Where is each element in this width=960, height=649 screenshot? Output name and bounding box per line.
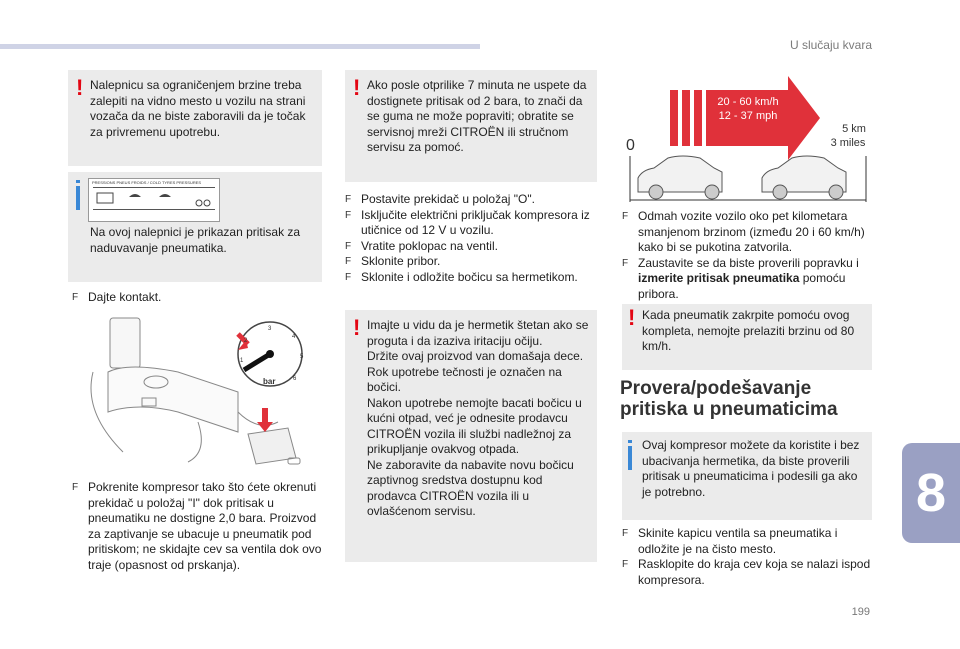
info-icon	[76, 186, 80, 210]
info-text: Ovaj kompresor možete da koristite i bez ubacivanja hermetika, da biste proverili pritisak u pneumaticima i podesili ga ako je potrebno.	[642, 438, 860, 499]
step-switch-off: F Postavite prekidač u položaj "O".	[345, 192, 597, 208]
steps-drive	[622, 209, 874, 302]
warning-box-speed-limit	[622, 304, 872, 370]
speed-distance-illustration	[622, 74, 874, 204]
speed-kmh: 20 - 60 km/h	[717, 96, 779, 108]
steps-check-pressure	[622, 526, 874, 588]
warning-icon: !	[628, 305, 636, 330]
distance-miles: 3 miles	[830, 137, 866, 149]
step-check-repair: F Zaustavite se da biste proverili popravku i izmerite pritisak pneumatika pomoću pribora.	[622, 256, 874, 303]
sealant-bottle	[110, 318, 140, 368]
section-title: U slučaju kvara	[789, 38, 872, 52]
car-right	[762, 156, 846, 199]
step-refit-cap: F Vratite poklopac na ventil.	[345, 239, 597, 255]
gauge-tick-5: 5	[300, 354, 304, 360]
red-arrow-switch	[262, 408, 268, 422]
warning-box-seven-minutes	[345, 70, 597, 182]
step-unfold-hose: F Rasklopite do kraja cev koja se nalazi ispod kompresora.	[622, 557, 874, 588]
info-box-compressor	[622, 432, 872, 520]
speed-mph: 12 - 37 mph	[718, 110, 778, 122]
info-icon	[628, 446, 632, 470]
info-text: Na ovoj nalepnici je prikazan pritisak za naduvavanje pneumatika.	[90, 225, 301, 255]
step-stow-bottle: F Sklonite i odložite bočicu sa hermetikom.	[345, 270, 597, 286]
gauge-tick-4: 4	[292, 334, 296, 340]
gauge-tick-3: 3	[268, 326, 272, 332]
start-zero: 0	[626, 137, 635, 154]
warning-text: Kada pneumatik zakrpite pomoću ovog kompleta, nemojte prelaziti brzinu od 80 km/h.	[642, 308, 855, 353]
gauge-tick-1: 1	[240, 358, 244, 364]
warning-box-sealant	[345, 310, 597, 562]
warning-text: Nalepnicu sa ograničenjem brzine treba zalepiti na vidno mesto u vozilu na strani vozača da ne biste zaboravili da je točak za privremenu upotrebu.	[90, 78, 306, 139]
pressure-label-image	[88, 178, 220, 222]
tyre-label-drawing	[89, 179, 219, 221]
distance-km: 5 km	[842, 123, 866, 135]
car-left	[638, 156, 722, 199]
gauge-tick-2: 2	[244, 338, 248, 344]
gauge-unit: bar	[263, 377, 276, 386]
step-remove-valve-cap: F Skinite kapicu ventila sa pneumatika i odložite je na čisto mesto.	[622, 526, 874, 557]
gauge-tick-6: 6	[293, 376, 297, 382]
step-unplug: F Isključite električni priključak kompresora iz utičnice od 12 V u vozilu.	[345, 208, 597, 239]
step-start-compressor: F Pokrenite kompresor tako što ćete okrenuti prekidač u položaj "I" dok pritisak u pneumatiku ne dostigne 2,0 bara. Proizvod za zaptivanje se ubacuje u pneumatik pod pritiskom; ne skidajte cev sa ventila dok ovo traje (opasnost od prskanja).	[72, 480, 324, 573]
label-heading: PRESSIONS PNEUS FROIDS / COLD TYRES PRESSURES	[92, 180, 202, 185]
warning-icon: !	[76, 75, 84, 100]
warning-box-speed-sticker	[68, 70, 322, 166]
compressor-body	[108, 367, 238, 432]
top-rule	[0, 44, 480, 49]
warning-icon: !	[353, 75, 361, 100]
warning-icon: !	[353, 315, 361, 340]
compressor-illustration	[88, 312, 318, 472]
warning-text: Imajte u vidu da je hermetik štetan ako se proguta i da izaziva iritaciju očiju. Držite ovaj proizvod van domašaja dece. Rok upotrebe tečnosti je označen na bočici. Nakon upotrebe nemojte bacati bočicu u kućni otpad, već je odnesite prodavcu CITROËN vozila ili službi nadležnoj za prikupljanje ovakvog otpada. Ne zaboravite da nabavite novu bočicu zaptivnog sredstva dostupnu kod prodavca CITROËN vozila ili u ovlašćenom servisu.	[367, 318, 589, 518]
steps-after-inflation	[345, 192, 597, 285]
warning-text: Ako posle otprilike 7 minuta ne uspete da dostignete pritisak od 2 bara, to znači da se guma ne može popraviti; obratite se servisnoj mreži CITROËN ili stručnom servisu za pomoć.	[367, 78, 587, 154]
page-number: 199	[851, 606, 870, 618]
step-stow-kit: F Sklonite pribor.	[345, 254, 597, 270]
section-heading: Provera/podešavanje pritiska u pneumaticima	[620, 378, 838, 420]
step-drive-5km: F Odmah vozite vozilo oko pet kilometara smanjenom brzinom (između 20 i 60 km/h) kako bi se pukotina zatvorila.	[622, 209, 874, 256]
chapter-tab: 8	[902, 443, 960, 543]
step-ignition: F Dajte kontakt.	[72, 290, 322, 306]
